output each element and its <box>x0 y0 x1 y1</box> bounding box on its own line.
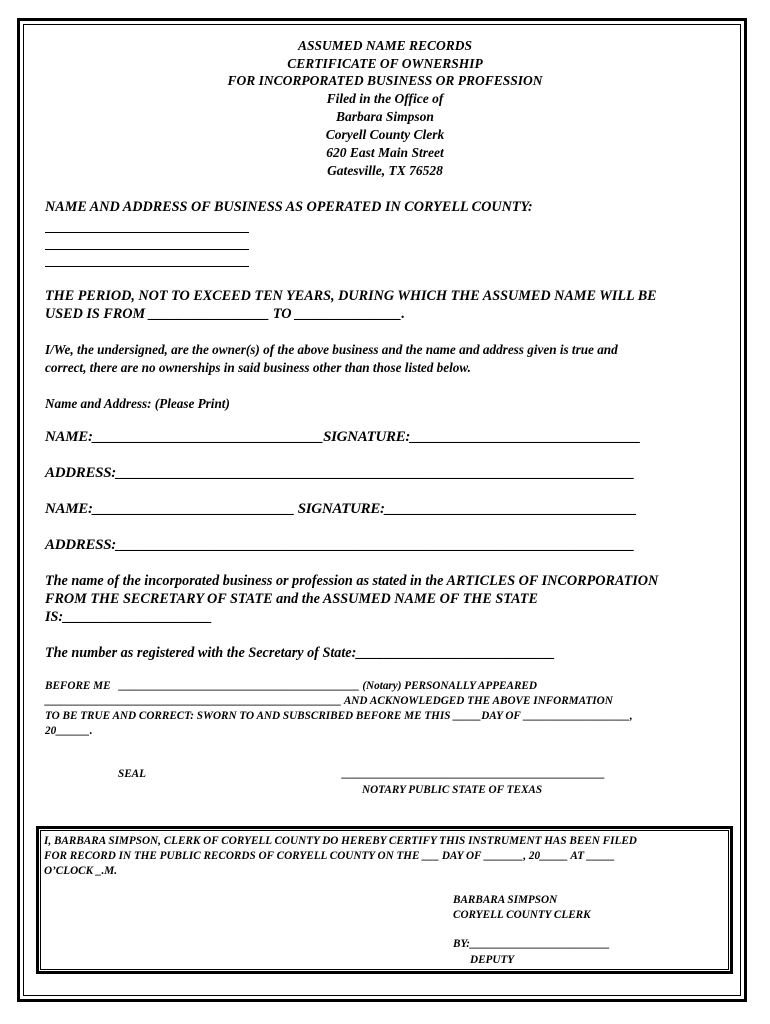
instructions: Name and Address: (Please Print) <box>45 396 230 411</box>
clerk-office: Coryell County Clerk <box>325 127 445 142</box>
notary-line-4[interactable]: 20______. <box>45 725 93 737</box>
owner-2-address[interactable]: ADDRESS:________________________________________________________________________ <box>45 537 635 553</box>
business-name-field[interactable] <box>45 232 249 233</box>
notary-signature-label: NOTARY PUBLIC STATE OF TEXAS <box>362 784 543 796</box>
period-text-2[interactable]: USED IS FROM _________________ TO _______________. <box>45 306 405 322</box>
clerk-signer-title: CORYELL COUNTY CLERK <box>453 909 591 921</box>
declaration-line-1: I/We, the undersigned, are the owner(s) of the above business and the name and address given is true and <box>45 342 618 357</box>
clerk-signer-name: BARBARA SIMPSON <box>453 894 558 906</box>
articles-line-2: FROM THE SECRETARY OF STATE and the ASSUMED NAME OF THE STATE <box>45 591 538 607</box>
form-title: ASSUMED NAME RECORDS <box>297 38 473 53</box>
period-text-1: THE PERIOD, NOT TO EXCEED TEN YEARS, DURING WHICH THE ASSUMED NAME WILL BE <box>45 288 657 304</box>
form-subtitle-2: FOR INCORPORATED BUSINESS OR PROFESSION <box>227 73 543 88</box>
notary-signature-line[interactable]: _______________________________________________ <box>342 768 605 780</box>
registration-number[interactable]: The number as registered with the Secretary of State:____________________________ <box>45 645 555 661</box>
business-address-field-1[interactable] <box>45 249 249 250</box>
seal-label: SEAL <box>118 768 146 780</box>
deputy-signature-line[interactable]: BY:_________________________ <box>453 938 610 950</box>
filed-in-office: Filed in the Office of <box>326 91 444 106</box>
notary-line-2[interactable]: _____________________________________________________ AND ACKNOWLEDGED THE ABOVE INFORMATION <box>45 695 613 707</box>
owner-1-name-signature[interactable]: NAME:________________________________SIGNATURE:________________________________ <box>45 429 641 445</box>
form-subtitle: CERTIFICATE OF OWNERSHIP <box>287 56 483 71</box>
clerk-cert-line-3[interactable]: O’CLOCK _.M. <box>44 865 118 877</box>
owner-1-address[interactable]: ADDRESS:________________________________________________________________________ <box>45 465 635 481</box>
notary-line-1[interactable]: BEFORE ME ___________________________________________ (Notary) PERSONALLY APPEARED <box>45 680 537 692</box>
office-city: Gatesville, TX 76528 <box>327 163 443 178</box>
clerk-name: Barbara Simpson <box>336 109 434 124</box>
owner-2-name-signature[interactable]: NAME:____________________________ SIGNATURE:___________________________________ <box>45 501 637 517</box>
office-street: 620 East Main Street <box>326 145 444 160</box>
deputy-label: DEPUTY <box>470 954 515 966</box>
declaration-line-2: correct, there are no ownerships in said business other than those listed below. <box>45 360 471 375</box>
articles-line-1: The name of the incorporated business or profession as stated in the ARTICLES OF INCORPORATION <box>45 573 659 589</box>
clerk-cert-line-2[interactable]: FOR RECORD IN THE PUBLIC RECORDS OF CORYELL COUNTY ON THE ___ DAY OF _______, 20_____ AT _____ <box>44 850 615 862</box>
business-address-field-2[interactable] <box>45 266 249 267</box>
articles-line-3[interactable]: IS:_____________________ <box>45 609 213 625</box>
clerk-cert-line-1: I, BARBARA SIMPSON, CLERK OF CORYELL COUNTY DO HEREBY CERTIFY THIS INSTRUMENT HAS BEEN FILED <box>44 835 637 847</box>
notary-line-3[interactable]: TO BE TRUE AND CORRECT: SWORN TO AND SUBSCRIBED BEFORE ME THIS _____DAY OF ___________________, <box>45 710 633 722</box>
business-heading: NAME AND ADDRESS OF BUSINESS AS OPERATED IN CORYELL COUNTY: <box>45 199 533 215</box>
